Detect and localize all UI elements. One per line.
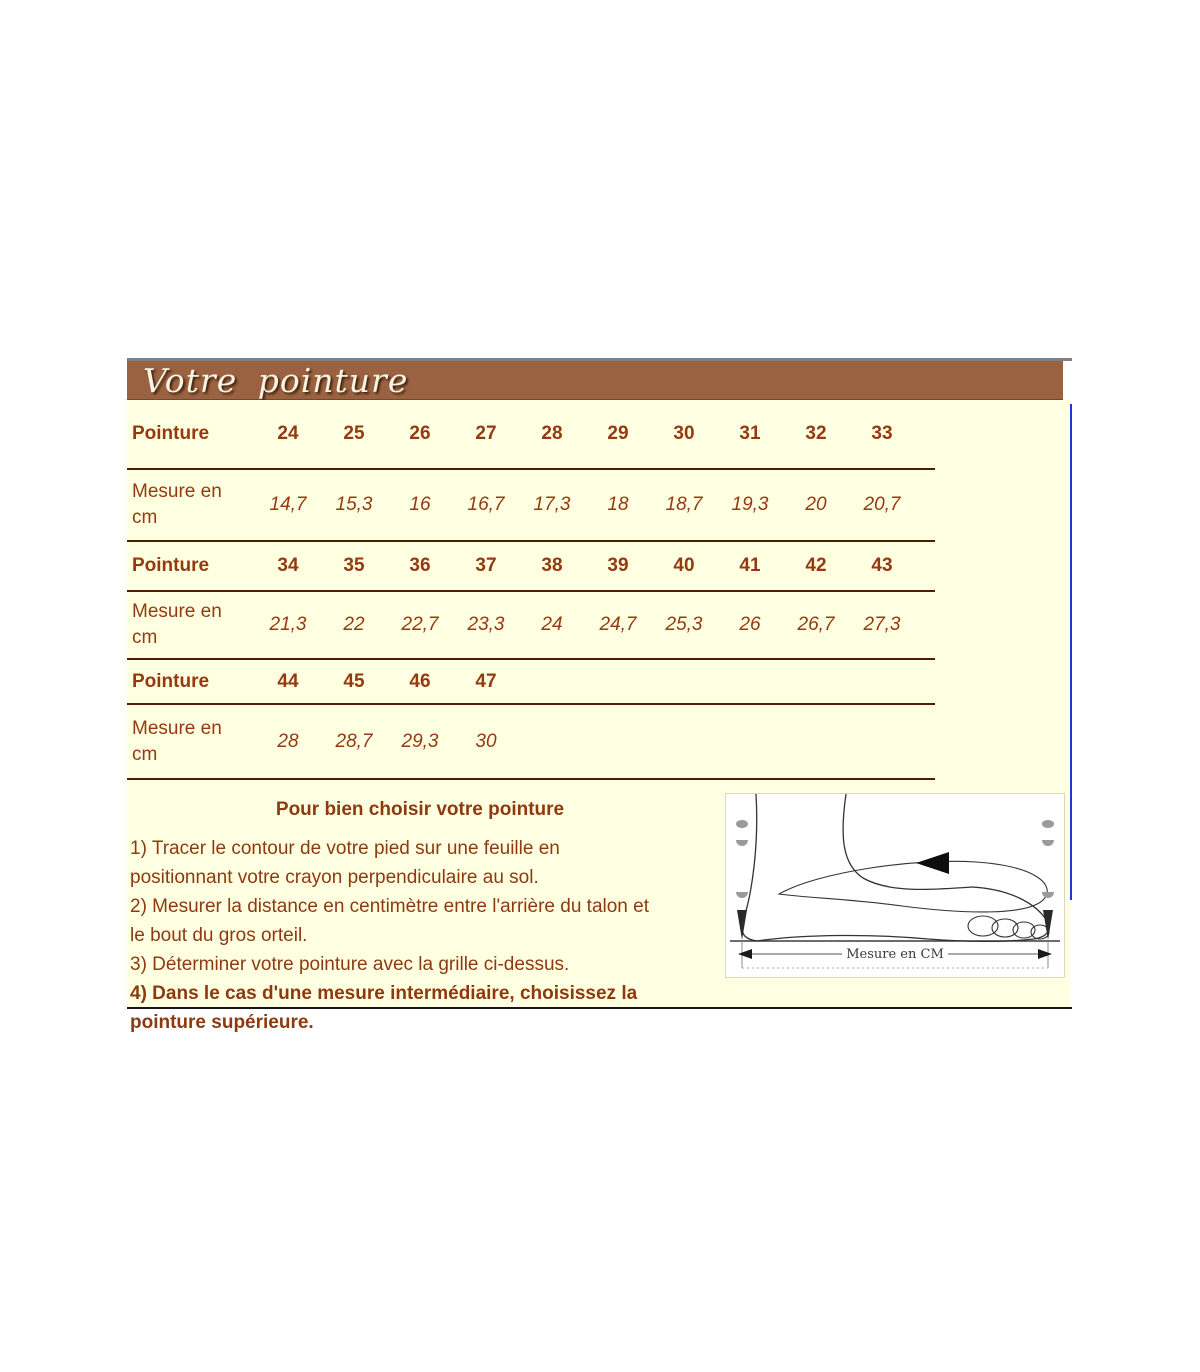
- instruction-step-line: positionnant votre crayon perpendiculaire au sol.: [130, 867, 539, 888]
- sole-outline: [757, 935, 928, 941]
- size-cell: 41: [739, 555, 761, 576]
- marker-spike: [737, 910, 747, 940]
- size-cell: 29: [607, 423, 629, 444]
- measure-cell: 16,7: [467, 494, 505, 515]
- row-label-mesure: Mesure en cm: [132, 601, 222, 648]
- measure-cell: 29,3: [401, 730, 439, 752]
- size-cell: 33: [871, 423, 893, 444]
- instruction-step: [130, 834, 724, 892]
- dim-arrow-left: [738, 949, 752, 959]
- section-header: [127, 361, 1063, 401]
- size-cell: 27: [475, 423, 497, 444]
- measure-cell: 28: [277, 730, 299, 752]
- instruction-step-line: pointure supérieure.: [130, 1012, 314, 1033]
- marker-dot: [1042, 820, 1054, 828]
- page-title: Votre pointure: [143, 360, 409, 400]
- size-cell: 36: [409, 555, 431, 576]
- loop-arrowhead: [916, 852, 949, 874]
- size-cell: 30: [673, 423, 695, 444]
- measure-cell: 20,7: [863, 494, 901, 515]
- measure-cell: 24,7: [599, 614, 637, 635]
- measure-cell: 30: [475, 730, 497, 752]
- size-cell: 40: [673, 555, 695, 576]
- size-cell: 38: [541, 555, 563, 576]
- instruction-step-line: 2) Mesurer la distance en centimètre entre l'arrière du talon et: [130, 896, 649, 917]
- marker-crescent: [736, 840, 748, 846]
- marker-crescent: [1042, 840, 1054, 846]
- table-row-mesure-2: [127, 592, 935, 660]
- measure-loop: [779, 861, 1047, 912]
- table-row-pointure-2: [127, 542, 935, 592]
- instruction-step: [130, 950, 724, 979]
- measure-cell: 28,7: [335, 730, 373, 752]
- size-cell: 39: [607, 555, 629, 576]
- size-cell: 32: [805, 423, 827, 444]
- size-cell: 43: [871, 555, 893, 576]
- measure-cell: 15,3: [335, 494, 373, 515]
- instruction-step-line: 1) Tracer le contour de votre pied sur une feuille en: [130, 838, 560, 859]
- foot-diagram-svg: [726, 794, 1064, 977]
- size-cell: 37: [475, 555, 497, 576]
- row-label-pointure: Pointure: [132, 423, 210, 445]
- measure-cell: 14,7: [269, 494, 307, 515]
- measure-cell: 22: [343, 614, 365, 635]
- size-cell: 25: [343, 423, 365, 444]
- size-cell: 26: [409, 423, 431, 444]
- measure-cell: 19,3: [731, 494, 769, 515]
- measure-cell: 18: [607, 494, 629, 515]
- size-cell: 47: [475, 670, 497, 692]
- measure-cell: 18,7: [665, 494, 703, 515]
- measure-cell: 25,3: [665, 614, 703, 635]
- size-table: [127, 400, 935, 780]
- size-cell: 35: [343, 555, 365, 576]
- dim-arrow-right: [1038, 949, 1052, 959]
- table-row-pointure-1: [127, 400, 935, 470]
- table-row-mesure-1: [127, 470, 935, 542]
- instruction-step-line: 4) Dans le cas d'une mesure intermédiaire, choisissez la: [130, 983, 638, 1004]
- measure-cell: 24: [541, 614, 563, 635]
- leg-front-outline: [843, 794, 972, 889]
- size-guide-content: [127, 400, 1070, 1033]
- size-cell: 44: [277, 670, 299, 692]
- measure-cell: 17,3: [533, 494, 571, 515]
- size-cell: 45: [343, 670, 365, 692]
- measure-cell: 16: [409, 494, 431, 515]
- table-row-mesure-3: [127, 705, 935, 780]
- instruction-step-line: 3) Déterminer votre pointure avec la grille ci-dessus.: [130, 954, 570, 975]
- foot-measure-diagram: [725, 793, 1065, 978]
- table-row-pointure-3: [127, 660, 935, 705]
- measure-cell: 21,3: [269, 614, 307, 635]
- marker-crescent: [1042, 892, 1054, 898]
- marker-dot: [736, 820, 748, 828]
- instruction-step: [130, 892, 724, 950]
- row-label-pointure: Pointure: [132, 670, 210, 692]
- row-label-mesure: Mesure en cm: [132, 717, 222, 765]
- measure-cell: 26,7: [797, 614, 835, 635]
- measure-cell: 26: [739, 614, 761, 635]
- marker-crescent: [736, 892, 748, 898]
- fitting-instructions: [130, 792, 724, 1037]
- dim-label: Mesure en CM: [846, 947, 944, 962]
- bottom-divider: [127, 1007, 1072, 1009]
- row-label-mesure: Mesure en cm: [132, 481, 222, 528]
- measure-cell: 22,7: [401, 614, 439, 635]
- measure-cell: 27,3: [863, 614, 901, 635]
- instruction-step-line: le bout du gros orteil.: [130, 925, 308, 946]
- size-cell: 34: [277, 555, 299, 576]
- size-cell: 42: [805, 555, 827, 576]
- size-cell: 31: [739, 423, 761, 444]
- measure-cell: 20: [805, 494, 827, 515]
- size-cell: 24: [277, 423, 299, 444]
- instructions-heading: Pour bien choisir votre pointure: [275, 799, 565, 820]
- size-cell: 28: [541, 423, 563, 444]
- size-cell: 46: [409, 670, 431, 692]
- row-label-pointure: Pointure: [132, 555, 210, 577]
- measure-cell: 23,3: [467, 614, 505, 635]
